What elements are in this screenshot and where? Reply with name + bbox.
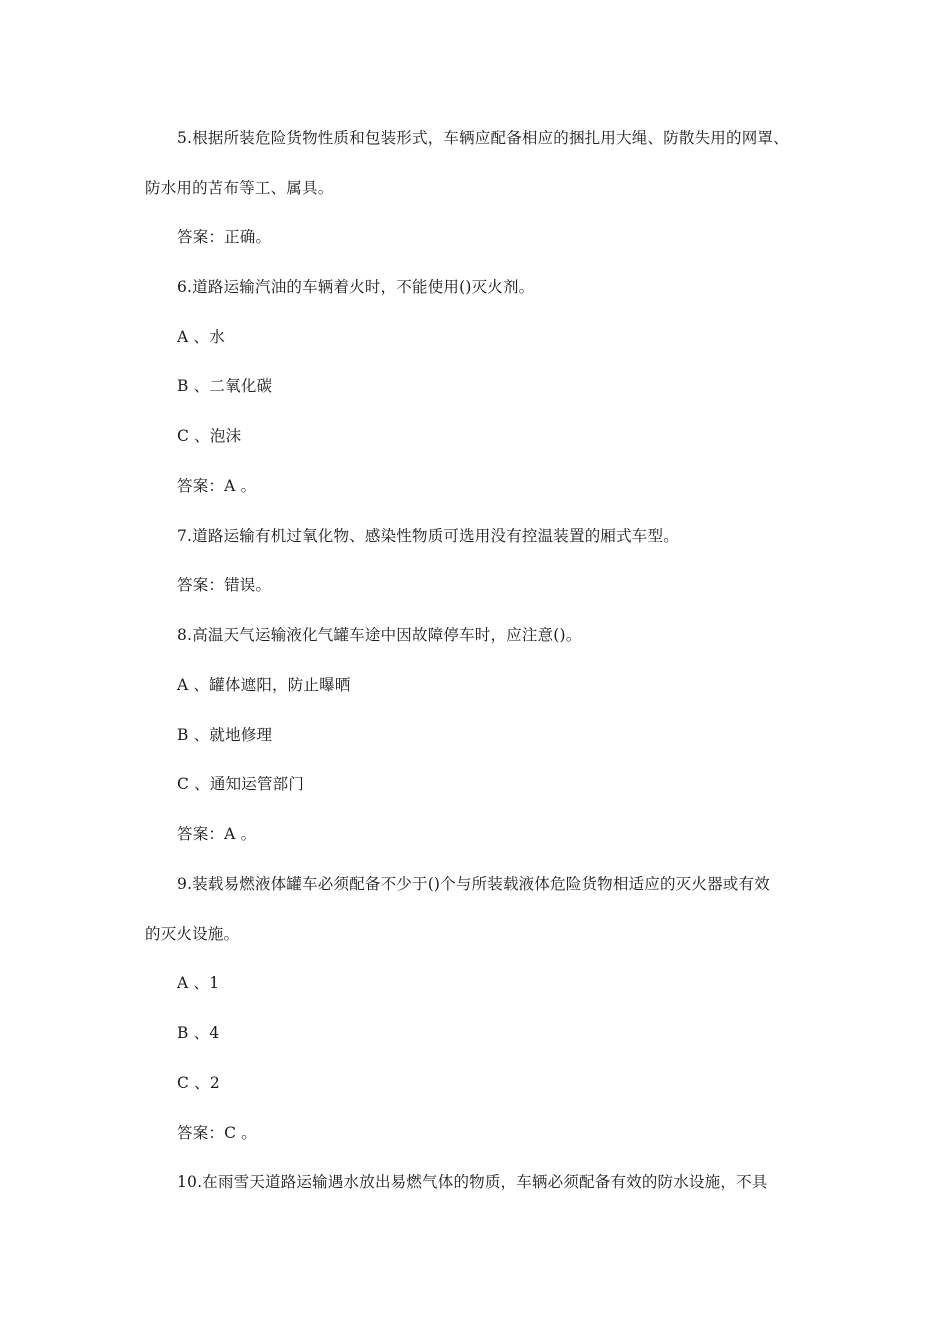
question-7: 7.道路运输有机过氧化物、感染性物质可选用没有控温装置的厢式车型。: [177, 527, 679, 545]
question-6: 6.道路运输汽油的车辆着火时，不能使用()灭火剂。: [177, 278, 535, 296]
question-7-answer: 答案：错误。: [177, 576, 272, 594]
question-8-option-b: B 、就地修理: [177, 726, 273, 744]
question-6-option-c: C 、泡沫: [177, 427, 242, 445]
question-6-option-a: A 、水: [177, 328, 225, 346]
question-10-line-1: 10.在雨雪天道路运输遇水放出易燃气体的物质，车辆必须配备有效的防水设施，不具: [177, 1173, 768, 1191]
question-9-answer: 答案：C 。: [177, 1124, 257, 1142]
question-5-line-1: 5.根据所装危险货物性质和包装形式，车辆应配备相应的捆扎用大绳、防散失用的网罩、: [177, 129, 789, 147]
question-9-option-a: A 、1: [177, 974, 220, 992]
question-5-answer: 答案：正确。: [177, 228, 272, 246]
question-5-line-2: 防水用的苫布等工、属具。: [145, 179, 334, 197]
question-6-option-b: B 、二氧化碳: [177, 377, 273, 395]
question-9-line-1: 9.装载易燃液体罐车必须配备不少于()个与所装载液体危险货物相适应的灭火器或有效: [177, 875, 770, 893]
question-6-answer: 答案：A 。: [177, 477, 257, 495]
question-8-answer: 答案：A 。: [177, 825, 257, 843]
question-9-option-c: C 、2: [177, 1074, 220, 1092]
question-8-option-a: A 、罐体遮阳，防止曝晒: [177, 676, 351, 694]
question-8: 8.高温天气运输液化气罐车途中因故障停车时，应注意()。: [177, 626, 582, 644]
question-9-line-2: 的灭火设施。: [145, 925, 240, 943]
question-9-option-b: B 、4: [177, 1024, 220, 1042]
question-8-option-c: C 、通知运管部门: [177, 775, 305, 793]
